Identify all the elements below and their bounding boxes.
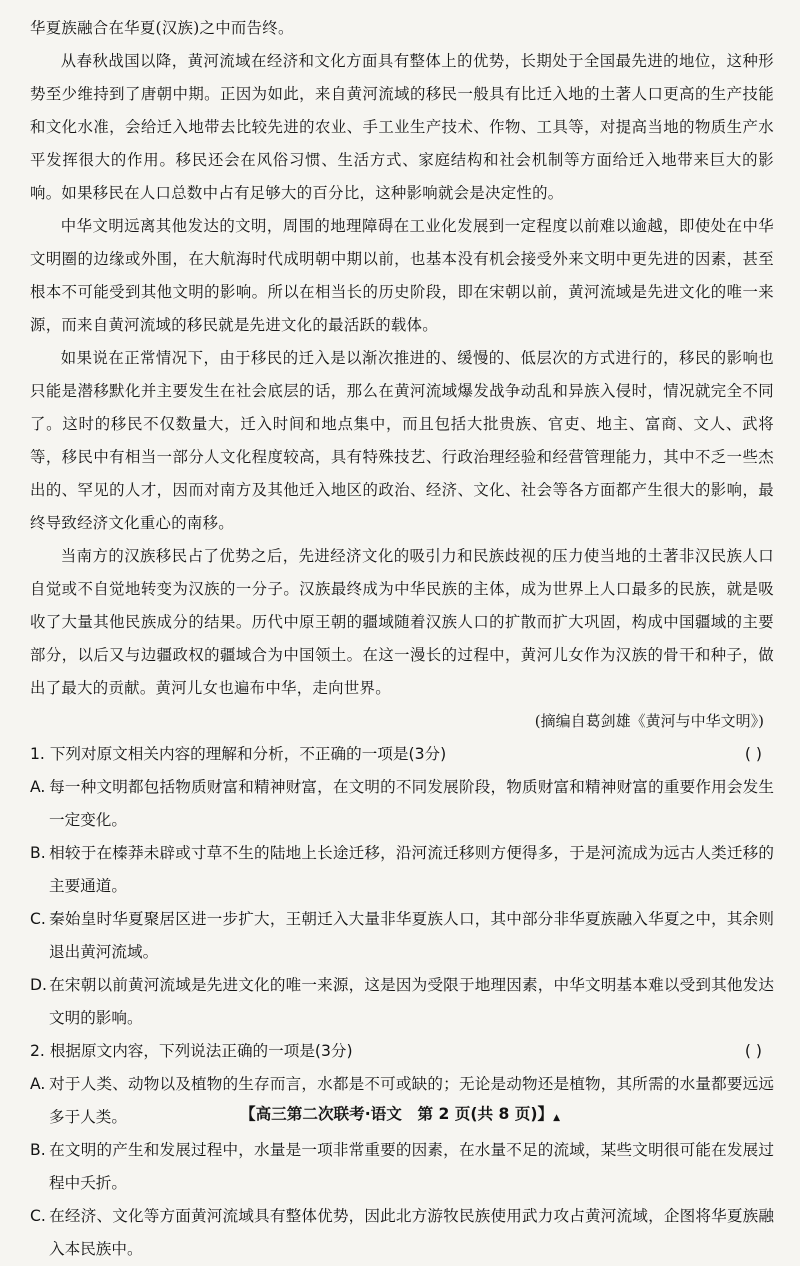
option-text: 秦始皇时华夏聚居区进一步扩大，王朝迁入大量非华夏族人口，其中部分非华夏族融入华夏之中，其余则退出黄河流域。 (49, 910, 774, 961)
option-text: 对于人类、动物以及植物的生存而言，水都是不可或缺的；无论是动物还是植物，其所需的水量都要远远多于人类。 (49, 1075, 774, 1126)
question-1-text: 1. 下列对原文相关内容的理解和分析，不正确的一项是(3分) (30, 745, 447, 763)
option-letter: A. (30, 1075, 46, 1093)
passage-source: (摘编自葛剑雄《黄河与中华文明》) (534, 712, 764, 730)
option-letter: C. (30, 910, 46, 928)
page-content (30, 12, 774, 1266)
question-1-stem (30, 738, 774, 771)
footer-text: 【高三第二次联考·语文 第 2 页(共 8 页)】 (239, 1105, 554, 1123)
question-2-option-a (30, 1068, 774, 1134)
question-2-stem (30, 1035, 774, 1068)
option-text: 每一种文明都包括物质财富和精神财富，在文明的不同发展阶段，物质财富和精神财富的重要作用会发生一定变化。 (49, 778, 774, 829)
question-2-text: 2. 根据原文内容，下列说法正确的一项是(3分) (30, 1042, 353, 1060)
option-letter: C. (30, 1207, 46, 1225)
question-1-option-a (30, 771, 774, 837)
passage-paragraph-1: 从春秋战国以降，黄河流域在经济和文化方面具有整体上的优势，长期处于全国最先进的地位，这种形势至少维持到了唐朝中期。正因为如此，来自黄河流域的移民一般具有比迁入地的土著人口更高的生产技能和文化水准，会给迁入地带去比较先进的农业、手工业生产技术、作物、工具等，对提高当地的物质生产水平发挥很大的作用。移民还会在风俗习惯、生活方式、家庭结构和社会机制等方面给迁入地带来巨大的影响。如果移民在人口总数中占有足够大的百分比，这种影响就会是决定性的。 (30, 52, 774, 202)
option-text: 相较于在榛莽未辟或寸草不生的陆地上长途迁移，沿河流迁移则方便得多，于是河流成为远古人类迁移的主要通道。 (49, 844, 774, 895)
triangle-icon: ▲ (553, 1113, 560, 1123)
page-footer (0, 1102, 800, 1124)
option-text: 在经济、文化等方面黄河流域具有整体优势，因此北方游牧民族使用武力攻占黄河流域，企图将华夏族融入本民族中。 (49, 1207, 774, 1258)
passage-paragraph-2: 中华文明远离其他发达的文明，周围的地理障碍在工业化发展到一定程度以前难以逾越，即使处在中华文明圈的边缘或外围，在大航海时代成明朝中期以前，也基本没有机会接受外来文明中更先进的因素，甚至根本不可能受到其他文明的影响。所以在相当长的历史阶段，即在宋朝以前，黄河流域是先进文化的唯一来源，而来自黄河流域的移民就是先进文化的最活跃的载体。 (30, 217, 774, 334)
question-2-answer-blank: ( ) (744, 1042, 762, 1060)
question-1-option-d (30, 969, 774, 1035)
option-letter: B. (30, 844, 46, 862)
question-1-option-b (30, 837, 774, 903)
question-1-option-c (30, 903, 774, 969)
question-2-option-b (30, 1134, 774, 1200)
question-1-answer-blank: ( ) (744, 745, 762, 763)
passage-paragraph-0: 华夏族融合在华夏(汉族)之中而告终。 (30, 19, 294, 37)
passage-paragraph-4: 当南方的汉族移民占了优势之后，先进经济文化的吸引力和民族歧视的压力使当地的土著非汉民族人口自觉或不自觉地转变为汉族的一分子。汉族最终成为中华民族的主体，成为世界上人口最多的民族，就是吸收了大量其他民族成分的结果。历代中原王朝的疆域随着汉族人口的扩散而扩大巩固，构成中国疆域的主要部分，以后又与边疆政权的疆域合为中国领土。在这一漫长的过程中，黄河儿女作为汉族的骨干和种子，做出了最大的贡献。黄河儿女也遍布中华，走向世界。 (30, 547, 774, 697)
option-text: 在文明的产生和发展过程中，水量是一项非常重要的因素，在水量不足的流域，某些文明很可能在发展过程中夭折。 (49, 1141, 774, 1192)
option-letter: D. (30, 976, 47, 994)
option-text: 在宋朝以前黄河流域是先进文化的唯一来源，这是因为受限于地理因素，中华文明基本难以受到其他发达文明的影响。 (49, 976, 774, 1027)
passage-paragraph-3: 如果说在正常情况下，由于移民的迁入是以渐次推进的、缓慢的、低层次的方式进行的，移民的影响也只能是潜移默化并主要发生在社会底层的话，那么在黄河流域爆发战争动乱和异族入侵时，情况就完全不同了。这时的移民不仅数量大，迁入时间和地点集中，而且包括大批贵族、官吏、地主、富商、文人、武将等，移民中有相当一部分人文化程度较高，具有特殊技艺、行政治理经验和经营管理能力，其中不乏一些杰出的、罕见的人才，因而对南方及其他迁入地区的政治、经济、文化、社会等各方面都产生很大的影响，最终导致经济文化重心的南移。 (30, 349, 774, 532)
option-letter: A. (30, 778, 46, 796)
question-2-option-c (30, 1200, 774, 1266)
option-letter: B. (30, 1141, 46, 1159)
